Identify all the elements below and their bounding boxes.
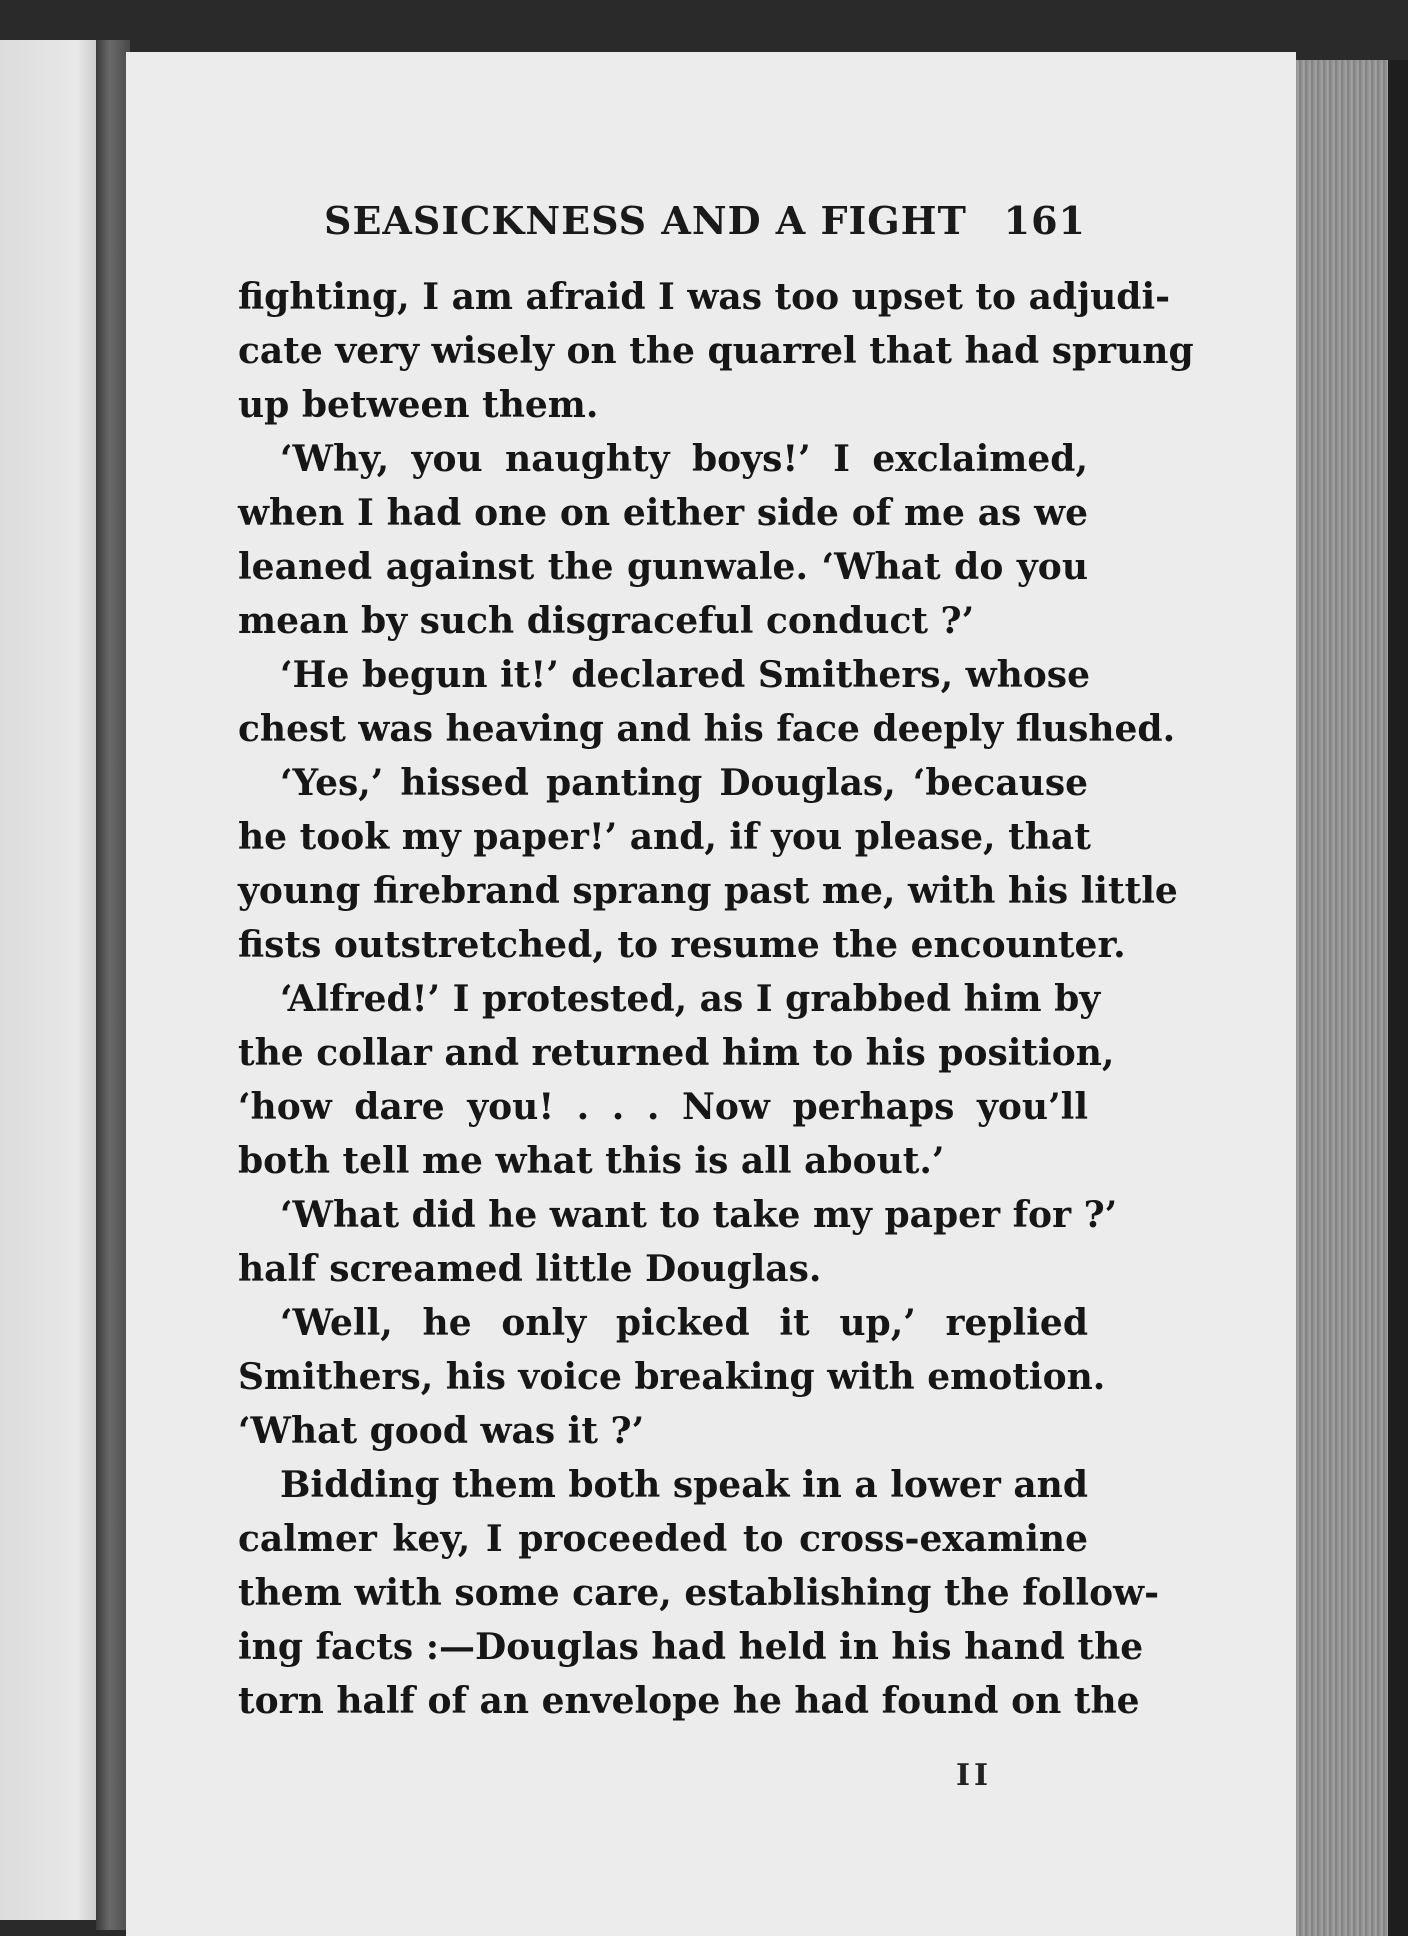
page-number: 161 — [1003, 198, 1086, 243]
book-gutter — [96, 40, 130, 1930]
fore-edge-shadow — [1388, 60, 1408, 1936]
signature-mark: II — [956, 1758, 993, 1793]
text-line: fighting, I am afraid I was too upset to adjudi- — [238, 276, 1171, 318]
text-line: young firebrand sprang past me, with his little — [238, 870, 1178, 912]
text-line: the collar and returned him to his position, — [238, 1032, 1115, 1074]
text-line: when I had one on either side of me as we — [238, 492, 1088, 534]
text-line: ‘What good was it ?’ — [238, 1410, 645, 1452]
text-line: ‘Alfred!’ I protested, as I grabbed him by — [280, 978, 1101, 1020]
text-line: mean by such disgraceful conduct ?’ — [238, 600, 975, 642]
text-line: ‘Why, you naughty boys!’ I exclaimed, — [280, 438, 1088, 480]
text-line: ‘Yes,’ hissed panting Douglas, ‘because — [280, 762, 1088, 804]
text-line: ‘He begun it!’ declared Smithers, whose — [280, 654, 1090, 696]
text-line: Bidding them both speak in a lower and — [280, 1464, 1088, 1506]
text-line: ‘how dare you! . . . Now perhaps you’ll — [238, 1086, 1088, 1128]
text-line: both tell me what this is all about.’ — [238, 1140, 945, 1182]
page-fore-edge — [1296, 60, 1388, 1936]
body-text — [238, 270, 1194, 1728]
text-line: torn half of an envelope he had found on the — [238, 1680, 1140, 1722]
text-line: fists outstretched, to resume the encounter. — [238, 924, 1126, 966]
text-line: calmer key, I proceeded to cross-examine — [238, 1518, 1088, 1560]
text-line: ‘What did he want to take my paper for ?’ — [280, 1194, 1118, 1236]
text-line: ing facts :—Douglas had held in his hand the — [238, 1626, 1144, 1668]
running-head — [324, 198, 1086, 243]
text-line: half screamed little Douglas. — [238, 1248, 822, 1290]
text-line: them with some care, establishing the follow- — [238, 1572, 1160, 1614]
text-line: he took my paper!’ and, if you please, that — [238, 816, 1091, 858]
text-line: leaned against the gunwale. ‘What do you — [238, 546, 1088, 588]
text-line: cate very wisely on the quarrel that had sprung — [238, 330, 1194, 372]
text-line: ‘Well, he only picked it up,’ replied — [280, 1302, 1088, 1344]
chapter-title: SEASICKNESS AND A FIGHT — [324, 198, 967, 243]
facing-page-edge — [0, 40, 110, 1920]
text-line: up between them. — [238, 384, 599, 426]
text-line: chest was heaving and his face deeply flushed. — [238, 708, 1176, 750]
text-line: Smithers, his voice breaking with emotion. — [238, 1356, 1106, 1398]
